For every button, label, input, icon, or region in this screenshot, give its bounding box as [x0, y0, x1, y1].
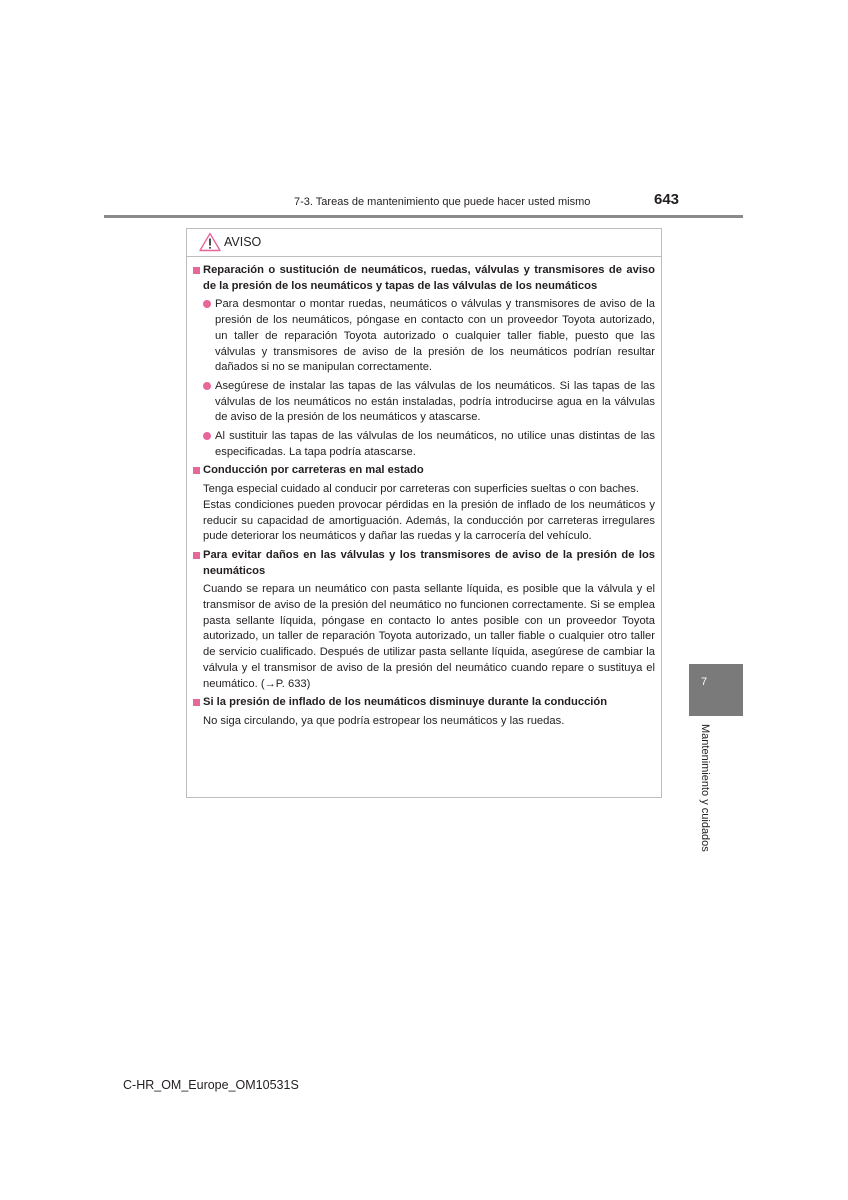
- bullet-text: Asegúrese de instalar las tapas de las válvulas de los neumáticos. Si las tapas de las válvulas de los neumáticos no están instaladas, podría introducirse agua en la válvulas de aviso de la presión de los neumáticos y atascarse.: [215, 379, 655, 424]
- document-code: C-HR_OM_Europe_OM10531S: [123, 1078, 299, 1092]
- square-bullet-icon: [193, 467, 200, 474]
- warning-box: [186, 228, 662, 798]
- list-item: [187, 379, 661, 426]
- square-bullet-icon: [193, 699, 200, 706]
- warning-title: AVISO: [224, 235, 262, 249]
- square-bullet-icon: [193, 267, 200, 274]
- section-title: Conducción por carreteras en mal estado: [203, 464, 424, 477]
- page-number: 643: [654, 191, 680, 208]
- section-paragraph: No siga circulando, ya que podría estropear los neumáticos y las ruedas.: [203, 714, 565, 727]
- warning-section: [187, 263, 661, 460]
- warning-section: [187, 695, 661, 729]
- round-bullet-icon: [203, 300, 211, 308]
- list-item: [187, 429, 661, 460]
- section-paragraph: Estas condiciones pueden provocar pérdidas en la presión de inflado de los neumáticos y reducir su capacidad de amortiguación. Además, la conducción por carreteras irregulares pude deteriorar los neumáticos y dañar las ruedas y la carrocería del vehículo.: [203, 498, 655, 543]
- bullet-text: Para desmontar o montar ruedas, neumáticos o válvulas y transmisores de aviso de la presión de los neumáticos, póngase en contacto con un proveedor Toyota autorizado, un taller de reparación Toyota autorizado o cualquier taller fiable, puesto que las válvulas y transmisores de aviso de la presión de los neumáticos podrían resultar dañados si no se manipulan correctamente.: [215, 298, 655, 374]
- warning-triangle-icon: [199, 232, 221, 252]
- round-bullet-icon: [203, 382, 211, 390]
- chapter-number: 7: [701, 676, 708, 688]
- header-rule: [104, 215, 743, 218]
- chapter-tab[interactable]: [689, 664, 743, 716]
- warning-section: [187, 463, 661, 545]
- section-title: Para evitar daños en las válvulas y los transmisores de aviso de la presión de los neumáticos: [203, 548, 655, 577]
- round-bullet-icon: [203, 432, 211, 440]
- chapter-label: Mantenimiento y cuidados: [699, 724, 711, 852]
- section-paragraph: Tenga especial cuidado al conducir por carreteras con superficies sueltas o con baches.: [203, 483, 639, 496]
- warning-section: [187, 548, 661, 692]
- bullet-text: Al sustituir las tapas de las válvulas de los neumáticos, no utilice unas distintas de las especificadas. La tapa podría atascarse.: [215, 430, 655, 458]
- list-item: [187, 297, 661, 376]
- warning-header: [187, 229, 661, 257]
- section-title: Si la presión de inflado de los neumáticos disminuye durante la conducción: [203, 696, 608, 709]
- warning-body: [187, 263, 661, 733]
- section-title: Reparación o sustitución de neumáticos, ruedas, válvulas y transmisores de aviso de la presión de los neumáticos y tapas de las válvulas de los neumáticos: [203, 264, 655, 292]
- section-paragraph: Cuando se repara un neumático con pasta sellante líquida, es posible que la válvula y el transmisor de aviso de la presión del neumático no funcionen correctamente. Si se emplea pasta sellante líquida, póngase en contacto lo antes posible con un proveedor Toyota autorizado, un taller de reparación Toyota autorizado, un taller fiable o cualquier otro taller de servicio cualificado. Después de utilizar pasta sellante líquida, asegúrese de cambiar la válvula y el transmisor de aviso de la presión del neumático cuando repare o sustituya el neumático. (→P. 633): [203, 583, 655, 690]
- running-header: 7-3. Tareas de mantenimiento que puede hacer usted mismo: [294, 196, 591, 208]
- square-bullet-icon: [193, 552, 200, 559]
